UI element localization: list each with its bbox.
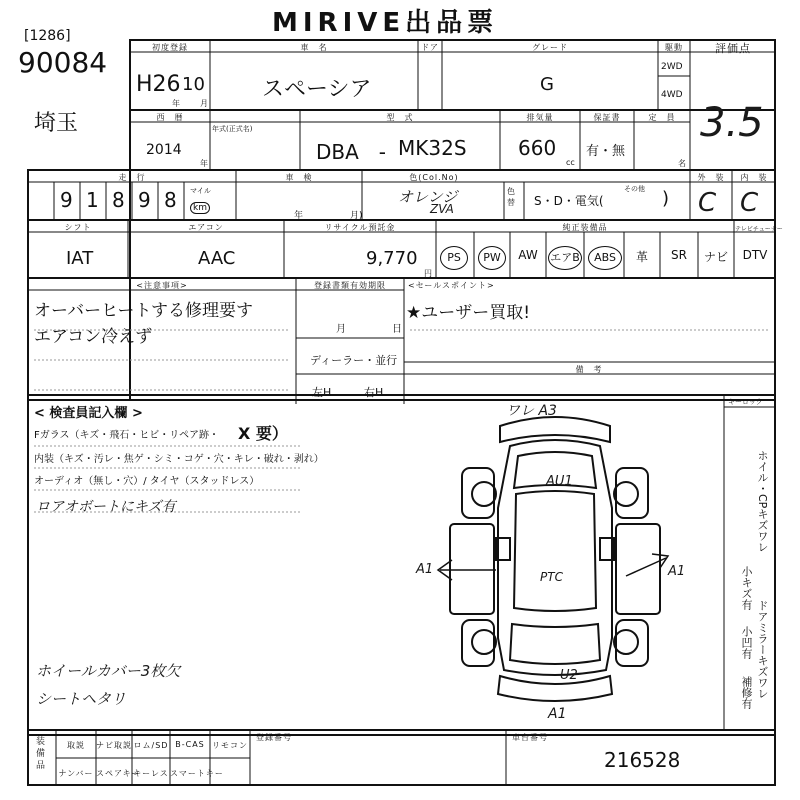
drive-label: 駆動 [665,43,683,52]
exterior-label: 外 装 [697,173,725,182]
acc-keyless: キーレス [133,769,169,778]
glass-line: Fガラス（キズ・飛石・ヒビ・リペア跡・ [34,430,220,441]
color-name: オレンジ [398,188,458,206]
car-name-label: 車 名 [300,43,328,52]
interior-line: 内装（キズ・汚レ・焦ゲ・シミ・コゲ・穴・キレ・破れ・剥れ） [34,454,324,465]
handle-right: 右H [364,386,384,399]
reg-doc-label: 登録書類有効期限 [314,281,386,290]
ac-label: エアコン [188,223,224,232]
equip-options: S・D・電気( [534,194,604,208]
drive-2wd: 2WD [661,62,683,72]
first-reg-year-unit: 年 [172,99,180,108]
handle-left: 左H [312,386,332,399]
acc-navi-manual: ナビ取説 [96,741,132,750]
year: 2014 [146,142,182,158]
model-code: MK32S [398,136,467,160]
inspector-label: < 検査員記入欄 > [34,406,143,421]
interior-grade: C [740,188,759,218]
mileage-digit-2: 1 [86,188,99,212]
acc-number: ナンバー [58,769,94,778]
capacity-unit: 名 [678,159,686,168]
score: 3.5 [700,100,764,146]
mileage-label: 走 行 [118,173,146,182]
reg-month: 月 [336,324,346,335]
equip-navi: ナビ [703,250,728,264]
sales-point: ★ユーザー買取! [406,303,531,323]
mileage-digit-5: 8 [164,188,177,212]
region: 埼玉 [34,111,79,136]
accessories-label: 装備品 [36,737,46,771]
acc-manual: 取説 [67,741,85,750]
chassis-number: 216528 [604,748,681,772]
recycle: 9,770 [366,248,418,269]
cc-label: 排気量 [526,113,554,122]
mileage-unit-mile: マイル [190,187,211,195]
reg-number-label: 登録番号 [256,733,292,742]
caution-line-1: オーバーヒートする修理要す [34,301,253,321]
color-sub-label: 色替 [507,187,515,207]
inspection-label: 車 検 [285,173,313,182]
first-reg-month-unit: 月 [200,99,208,108]
keylock-side-2: 小キズ有 [740,566,753,610]
reg-day: 日 [392,324,402,335]
sales-label: <セールスポイント> [408,281,495,290]
equip-pw: PW [478,246,506,270]
recycle-label: リサイクル預託金 [324,223,396,232]
diagram-roof-mark: PTC [540,570,563,584]
equip-abs: ABS [588,246,622,270]
door-label: ドア [421,43,439,52]
sheet-title: MIRIVE出品票 [272,8,499,38]
caution-label: <注意事項> [136,281,188,290]
grade-label: グレード [532,43,568,52]
year-unit: 年 [200,159,208,168]
lot-number: 90084 [18,46,108,79]
acc-smart-key: スマートキー [170,769,224,778]
keylock-side-5: 補修有 [740,676,753,709]
recycle-unit: 円 [424,269,432,278]
keylock-label: キーロック [728,398,763,406]
mileage-digit-1: 9 [60,188,73,212]
acc-spare-key: スペアキー [96,769,141,778]
equip-close: ) [662,188,670,209]
keylock-side-3: ドアミラーキズワレ [756,600,769,699]
chassis-label: 車台番号 [512,733,548,742]
equip-aw: AW [518,248,538,262]
equip-ps: PS [440,246,468,270]
diagram-front-mark: ワレ A3 [506,403,557,419]
grade: G [540,74,554,95]
year-label: 西 暦 [156,113,184,122]
equip-other: その他 [624,185,645,193]
tv-label: テレビチューナー [735,226,783,233]
diagram-bumper-mark: A1 [548,706,567,722]
first-reg-era: H26 [136,72,181,97]
equip-leather: 革 [635,250,648,264]
acc-remote: リモコン [212,741,248,750]
diagram-right-mark: A1 [668,564,686,579]
diagram-hood-mark: AU1 [546,474,573,489]
inspector-note-2: ホイールカバー3枚欠 [36,662,181,680]
inspection-year: 年 [294,211,304,221]
keylock-side-1: ホイル・CPキズワレ [756,450,769,553]
equip-dtv: DTV [742,248,768,262]
car-name: スペーシア [262,77,372,102]
inspector-note-1: ロアオボートにキズ有 [36,499,176,515]
audio-line: オーディオ（無し・穴）/ タイヤ（スタッドレス） [34,476,260,487]
warranty: 有・無 [586,144,626,159]
capacity-label: 定 員 [648,113,676,122]
acc-bcas: B-CAS [175,740,205,749]
equip-sr: SR [671,248,687,262]
lot-code: [1286] [24,28,71,44]
inspection-month: 月) [350,211,363,221]
drive-4wd: 4WD [661,90,683,100]
diagram-left-mark: A1 [416,562,434,577]
mileage-unit-km: km [190,202,210,214]
shift: IAT [66,248,94,269]
acc-rom-sd: ロム/SD [133,741,169,750]
mileage-digit-4: 9 [138,188,151,212]
cc: 660 [518,136,557,160]
equip-airbag: エアB [548,246,582,270]
first-reg-month: 10 [182,74,205,95]
equipment-label: 純正装備品 [562,223,608,232]
shift-label: シフト [64,223,92,232]
model-prefix: DBA - [316,140,387,164]
dealer-option: ディーラー・並行 [310,354,398,367]
keylock-side-4: 小凹有 [740,626,753,659]
glass-mark: X 要） [238,424,288,443]
exterior-grade: C [698,188,717,218]
color-extra: ZVA [430,202,454,216]
cc-unit: cc [566,158,575,167]
inspector-note-3: シートヘタリ [36,690,127,708]
mileage-digit-3: 8 [112,188,125,212]
ac: AAC [198,248,236,269]
score-label: 評価点 [715,42,751,55]
warranty-label: 保証書 [593,113,621,122]
interior-label: 内 装 [740,173,768,182]
remarks-label: 備 考 [575,365,603,374]
first-reg-label: 初度登録 [152,43,188,52]
color-label: 色(Col.No) [409,173,459,182]
body-label: 型 式 [386,113,414,122]
diagram-rear-mark: U2 [560,668,578,683]
model-year-label: 年式(正式名) [212,125,253,133]
caution-line-2: エアコン冷えず [34,327,153,347]
